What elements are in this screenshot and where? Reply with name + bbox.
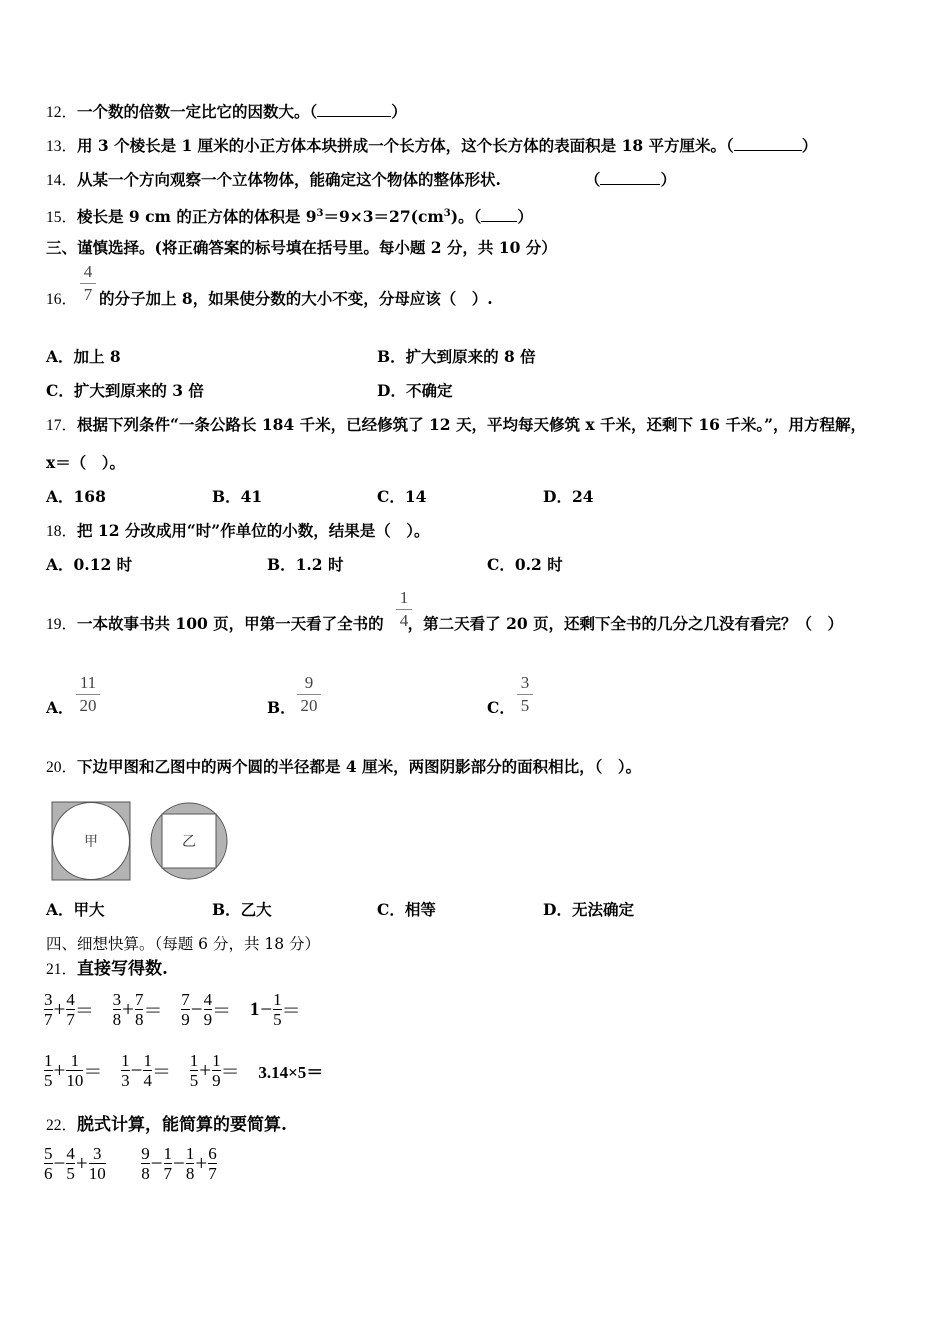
question-16	[46, 289, 493, 310]
superscript: 3	[316, 208, 324, 219]
answer-blank[interactable]	[600, 171, 660, 185]
question-20	[46, 757, 641, 778]
denominator: 4	[399, 611, 409, 630]
option-d[interactable]: D．不确定	[377, 381, 453, 400]
question-number: 22．	[46, 1117, 78, 1134]
answer-blank[interactable]	[734, 137, 802, 151]
paren-close: ）	[517, 207, 533, 227]
option-a[interactable]: A．	[46, 698, 74, 717]
question-18	[46, 521, 429, 542]
calc-row-3	[44, 1144, 217, 1183]
question-number: 20．	[46, 759, 78, 776]
expr-1[interactable]: $\frac{3}{7}$ + $\frac{4}{7}$ ＝	[44, 990, 94, 1029]
denominator: 20	[79, 696, 97, 715]
option-a[interactable]: A．加上 8	[46, 347, 121, 366]
question-19	[46, 614, 843, 635]
question-text: 下边甲图和乙图中的两个圆的半径都是 4 厘米，两图阴影部分的面积相比，（ ）。	[77, 757, 642, 776]
paren-open: （	[584, 170, 601, 189]
calc-row-1	[44, 990, 315, 1029]
question-14	[46, 170, 676, 191]
question-text-2: ＝9×3＝27(cm	[323, 207, 444, 227]
answer-blank[interactable]	[317, 103, 391, 117]
figure-jia	[50, 800, 132, 882]
numerator: 11	[79, 673, 97, 692]
question-text: 直接写得数.	[77, 959, 168, 979]
question-text: 用 3 个棱长是 1 厘米的小正方体本块拼成一个长方体，这个长方体的表面积是 18 平方厘米。（	[77, 136, 734, 155]
option-a[interactable]: A．甲大	[46, 900, 105, 919]
fraction-1-4	[396, 588, 412, 631]
expr-4[interactable]: 1− $\frac{1}{5}$ ＝	[249, 990, 301, 1029]
numerator: 4	[83, 262, 93, 281]
denominator: 20	[300, 696, 318, 715]
question-text-2: ，第二天看了 20 页，还剩下全书的几分之几没有看完？（ ）	[407, 614, 844, 633]
question-text: 把 12 分改成用“时”作单位的小数，结果是（ ）。	[77, 521, 430, 540]
question-text: 的分子加上 8，如果使分数的大小不变，分母应该（ ）.	[99, 289, 493, 308]
option-a-fraction	[76, 673, 100, 716]
question-text-3: )。（	[450, 207, 482, 227]
numerator: 3	[520, 673, 530, 692]
option-b[interactable]: B．41	[212, 487, 263, 506]
question-17	[46, 415, 866, 436]
figure-yi	[148, 800, 230, 882]
expr-10[interactable]: $\frac{9}{8}$ − $\frac{1}{7}$ − $\frac{1}{8}$ + $\frac{6}{7}$	[141, 1144, 217, 1183]
question-12	[46, 102, 407, 123]
expr-2[interactable]: $\frac{3}{8}$ + $\frac{7}{8}$ ＝	[112, 990, 163, 1029]
question-text: 一个数的倍数一定比它的因数大。（	[77, 102, 318, 121]
numerator: 1	[399, 588, 409, 607]
option-b[interactable]: B．1.2 时	[267, 555, 344, 574]
question-text: 从某一个方向观察一个立体物体，能确定这个物体的整体形状.	[77, 170, 501, 189]
option-b[interactable]: B．乙大	[212, 900, 272, 919]
paren-close: ）	[801, 136, 818, 155]
calc-row-2	[44, 1051, 323, 1090]
question-text: 根据下列条件“一条公路长 184 千米，已经修筑了 12 天，平均每天修筑 x 千米，还剩下 16 千米。”，用方程解，	[77, 415, 867, 434]
expr-5[interactable]: $\frac{1}{5}$ + $\frac{1}{10}$ ＝	[44, 1051, 103, 1090]
expr-9[interactable]: $\frac{5}{6}$ − $\frac{4}{5}$ + $\frac{3}{10}$	[44, 1144, 106, 1183]
question-17-line-2: x＝（ ）。	[46, 453, 125, 472]
question-text: 脱式计算，能简算的要简算.	[77, 1115, 287, 1135]
option-c[interactable]: C．0.2 时	[487, 555, 563, 574]
section-3-title: 三、谨慎选择。(将正确答案的标号填在括号里。每小题 2 分，共 10 分）	[46, 238, 557, 257]
question-number: 14．	[46, 172, 78, 189]
option-b-fraction	[297, 673, 321, 716]
question-number: 15．	[46, 209, 78, 227]
question-number: 16．	[46, 291, 78, 308]
section-4-title: 四、细想快算。（每题 6 分，共 18 分）	[46, 935, 321, 953]
question-text: 棱长是 9 cm 的正方体的体积是 9	[77, 207, 317, 227]
question-22	[46, 1115, 287, 1136]
figure-label-jia: 甲	[84, 834, 98, 850]
superscript-2: 3	[443, 208, 451, 219]
expr-3[interactable]: $\frac{7}{9}$ − $\frac{4}{9}$ ＝	[181, 990, 232, 1029]
option-b[interactable]: B．	[267, 698, 296, 717]
question-number: 19．	[46, 616, 78, 633]
expr-6[interactable]: $\frac{1}{3}$ − $\frac{1}{4}$ ＝	[121, 1051, 171, 1090]
paren-close: ）	[660, 170, 676, 189]
option-c[interactable]: C．14	[377, 487, 427, 506]
question-number: 18．	[46, 523, 78, 540]
option-b[interactable]: B．扩大到原来的 8 倍	[377, 347, 536, 366]
paren-close: ）	[391, 102, 407, 121]
option-d[interactable]: D．24	[543, 487, 594, 506]
option-c[interactable]: C．扩大到原来的 3 倍	[46, 381, 204, 400]
question-text: 一本故事书共 100 页，甲第一天看了全书的	[77, 614, 384, 633]
question-number: 13．	[46, 138, 78, 155]
option-c[interactable]: C．	[487, 698, 515, 717]
question-number: 21．	[46, 961, 78, 978]
option-a[interactable]: A．0.12 时	[46, 555, 133, 574]
numerator: 9	[304, 673, 314, 692]
question-21	[46, 959, 168, 980]
figure-label-yi: 乙	[182, 834, 196, 850]
option-c-fraction	[517, 673, 533, 716]
expr-7[interactable]: $\frac{1}{5}$ + $\frac{1}{9}$ ＝	[189, 1051, 240, 1090]
question-number: 17．	[46, 417, 78, 434]
option-a[interactable]: A．168	[46, 487, 106, 506]
question-13	[46, 136, 817, 157]
option-d[interactable]: D．无法确定	[543, 900, 634, 919]
question-15	[46, 204, 533, 228]
question-number: 12．	[46, 104, 78, 121]
denominator: 7	[83, 285, 93, 304]
denominator: 5	[520, 696, 530, 715]
answer-blank[interactable]	[481, 208, 517, 222]
expr-8[interactable]: 3.14×5＝	[258, 1063, 324, 1082]
option-c[interactable]: C．相等	[377, 900, 436, 919]
